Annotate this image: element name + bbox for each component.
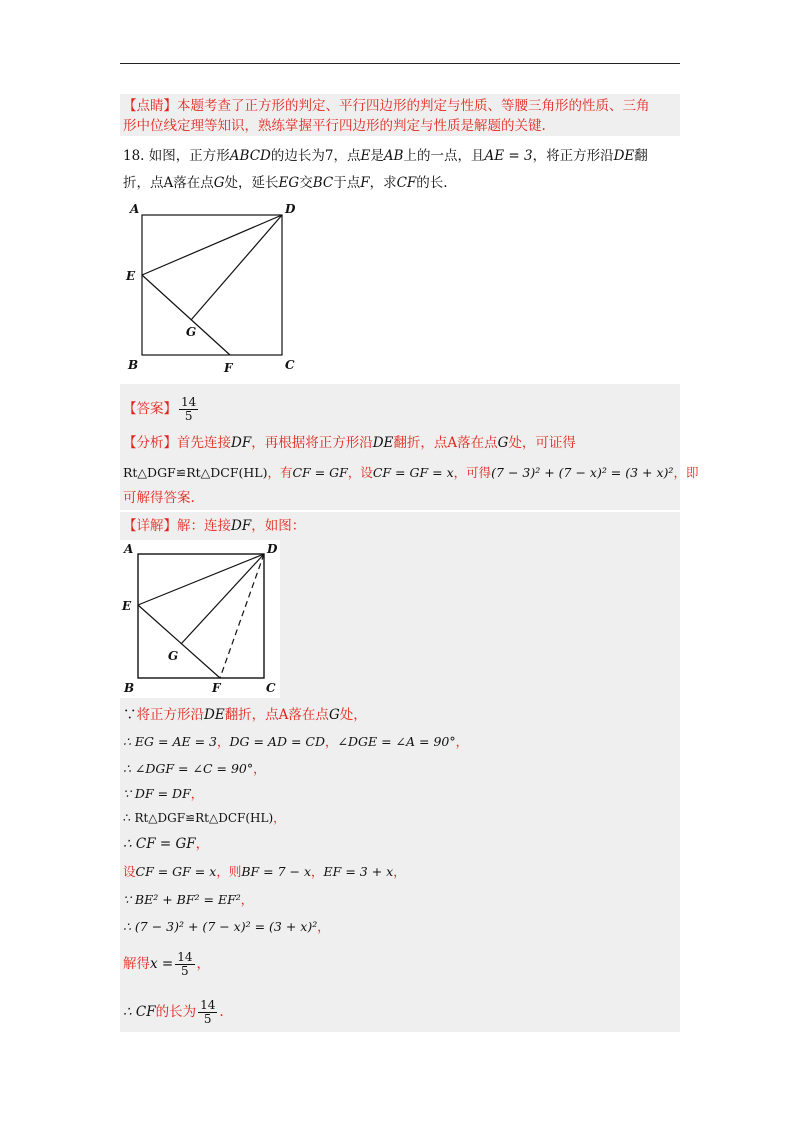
fig2-label-d: D [267, 542, 278, 556]
fig1-line-dg [191, 215, 282, 320]
fig2-label-e: E [122, 599, 132, 613]
fig1-label-d: D [285, 202, 296, 216]
detail-intro: 【详解】解：连接DF，如图： [123, 518, 306, 534]
fig2-label-a: A [124, 542, 134, 556]
comment-tag: 【点睛】 [123, 98, 177, 114]
answer-line [123, 394, 200, 424]
detail-step-1: ∵将正方形沿DE翻折，点A落在点G处， [123, 707, 367, 723]
answer-fraction: $\frac{14}{5}$ [181, 395, 197, 423]
detail-step-8: ∵ BE² + BF² = EF²， [123, 892, 254, 907]
question-line-1: 18. 如图，正方形ABCD的边长为7，点E是AB上的一点，且AE = 3，将正方形沿DE翻 [123, 148, 648, 164]
fig2-background [120, 540, 280, 698]
comment-line-2: 形中位线定理等知识，熟练掌握平行四边形的判定与性质是解题的关键. [123, 118, 546, 134]
fig1-line-ed [142, 215, 282, 275]
detail-step-10-fraction: $\frac{14}{5}$ [177, 950, 193, 978]
fig2-label-g: G [168, 649, 179, 663]
fig1-label-g: G [186, 325, 197, 339]
comment-line-1: 【点睛】本题考查了正方形的判定、平行四边形的判定与性质、等腰三角形的性质、三角 [123, 98, 650, 114]
answer-tag: 【答案】 [123, 401, 177, 417]
figure-1 [122, 198, 302, 378]
question-line-2: 折，点A落在点G处，延长EG交BC于点F，求CF的长. [123, 175, 448, 191]
fig2-label-f: F [212, 681, 221, 695]
detail-step-3: ∴ ∠DGF = ∠C = 90°， [123, 761, 266, 776]
fig1-square [142, 215, 282, 355]
detail-step-9: ∴ (7 − 3)² + (7 − x)² = (3 + x)²， [123, 919, 330, 934]
analysis-line-1: 【分析】首先连接DF，再根据将正方形沿DE翻折，点A落在点G处，可证得 [123, 435, 576, 451]
detail-step-2: ∴ EG = AE = 3，DG = AD = CD，∠DGE = ∠A = 90°， [123, 734, 469, 749]
detail-step-11-fraction: $\frac{14}{5}$ [200, 998, 216, 1026]
detail-step-6: ∴ CF = GF， [123, 836, 210, 852]
fig1-label-e: E [126, 269, 136, 283]
fig1-label-a: A [130, 202, 140, 216]
fig1-label-c: C [285, 358, 295, 372]
fig2-label-c: C [266, 681, 276, 695]
figure-2 [120, 540, 280, 698]
detail-step-10: 解得x = $\frac{14}{5}$ ， [123, 950, 210, 978]
analysis-line-3: 可解得答案. [123, 490, 195, 506]
detail-step-11: ∴ CF的长为 $\frac{14}{5}$ . [123, 998, 224, 1026]
detail-step-7: 设CF = GF = x，则BF = 7 − x，EF = 3 + x， [123, 864, 406, 879]
detail-step-5: ∴ Rt△DGF≌Rt△DCF(HL)， [123, 811, 286, 825]
header-rule [120, 63, 680, 64]
fig1-label-b: B [128, 358, 139, 372]
analysis-tag: 【分析】 [123, 435, 177, 451]
fig1-line-ef [142, 275, 230, 355]
detail-tag: 【详解】 [123, 518, 177, 534]
fig1-label-f: F [224, 361, 233, 375]
fig2-label-b: B [124, 681, 135, 695]
detail-step-4: ∵ DF = DF， [123, 786, 204, 801]
analysis-line-2: Rt△DGF≌Rt△DCF(HL)，有CF = GF，设CF = GF = x，可得(7 − 3)² + (7 − x)² = (3 + x)²，即 [123, 465, 699, 480]
